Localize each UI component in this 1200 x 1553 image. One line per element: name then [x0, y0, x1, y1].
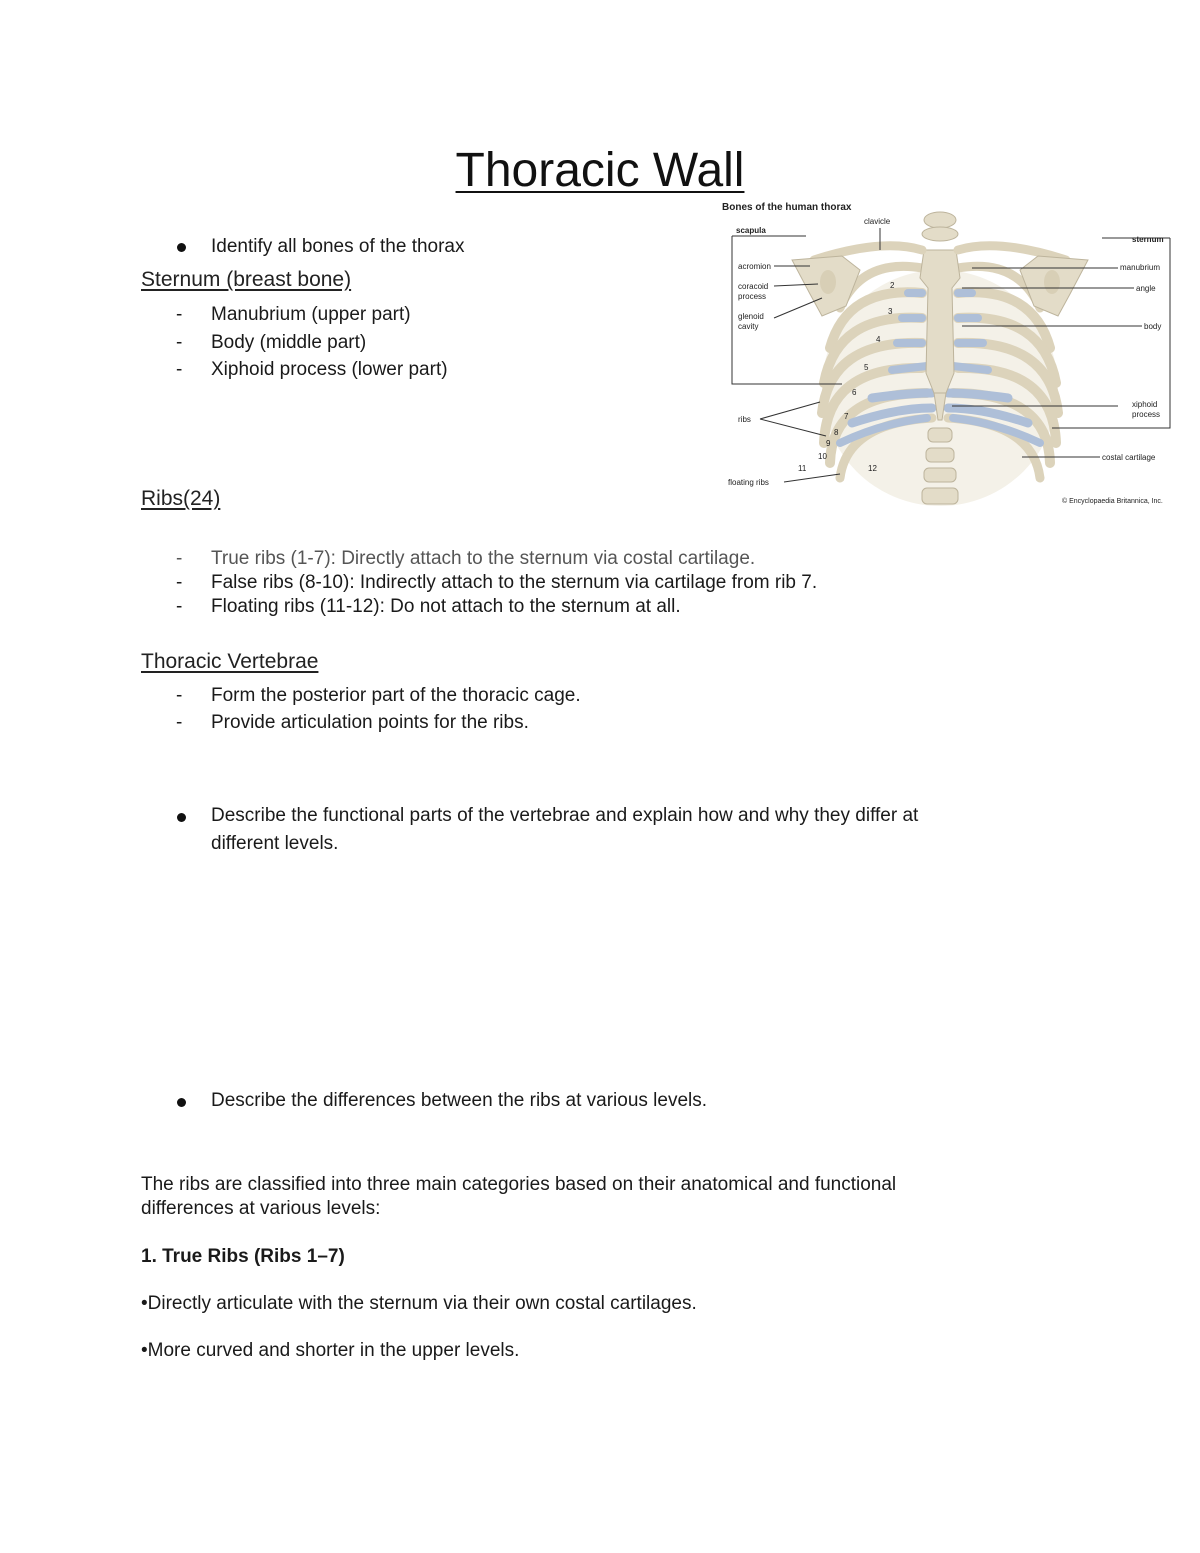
ribs-item: Floating ribs (11-12): Do not attach to the sternum at all. [211, 596, 681, 617]
label-glenoid-2: cavity [738, 322, 759, 331]
sternum-heading: Sternum (breast bone) [141, 268, 352, 291]
objective-2-cont: different levels. [211, 833, 339, 854]
vertebrae-item: Provide articulation points for the ribs. [211, 712, 529, 733]
dash-marker: - [176, 548, 183, 569]
label-acromion: acromion [738, 262, 771, 271]
ribs-item: False ribs (8-10): Indirectly attach to the sternum via cartilage from rib 7. [211, 572, 818, 593]
label-body: body [1144, 322, 1162, 331]
label-angle: angle [1136, 284, 1156, 293]
figure-title: Bones of the human thorax [722, 202, 852, 213]
label-manubrium: manubrium [1120, 263, 1161, 272]
glenoid-cavity-shape [820, 270, 836, 294]
rib-number: 7 [844, 412, 849, 421]
rib-number: 5 [864, 363, 869, 372]
label-coracoid: coracoid [738, 282, 769, 291]
rib-number: 3 [888, 307, 893, 316]
rib-number: 10 [818, 452, 827, 461]
label-coracoid-2: process [738, 292, 767, 301]
ribs-heading: Ribs(24) [141, 487, 221, 510]
rib-number: 6 [852, 388, 857, 397]
sternum-item: Body (middle part) [211, 332, 367, 353]
answer-intro: The ribs are classified into three main categories based on their anatomical and functional [141, 1174, 897, 1195]
bullet-icon [177, 1098, 186, 1107]
dash-marker: - [176, 304, 183, 325]
label-scapula: scapula [736, 226, 766, 235]
label-glenoid: glenoid [738, 312, 764, 321]
vertebrae-heading: Thoracic Vertebrae [141, 650, 319, 673]
ribs-item: True ribs (1-7): Directly attach to the sternum via costal cartilage. [211, 548, 756, 569]
label-sternum: sternum [1132, 235, 1164, 244]
page-title: Thoracic Wall [455, 144, 745, 197]
dash-marker: - [176, 572, 183, 593]
dash-marker: - [176, 712, 183, 733]
label-xiphoid-2: process [1132, 410, 1161, 419]
rib-number: 12 [868, 464, 877, 473]
answer-point: •Directly articulate with the sternum via their own costal cartilages. [141, 1293, 697, 1314]
label-ribs: ribs [738, 415, 751, 424]
vertebrae-item: Form the posterior part of the thoracic cage. [211, 685, 581, 706]
dash-marker: - [176, 596, 183, 617]
sternum-item: Manubrium (upper part) [211, 304, 411, 325]
rib-number: 11 [798, 464, 807, 473]
label-costal-cartilage: costal cartilage [1102, 453, 1156, 462]
thorax-diagram [722, 198, 1180, 516]
rib-number: 9 [826, 439, 831, 448]
bullet-icon [177, 243, 186, 252]
label-xiphoid: xiphoid [1132, 400, 1158, 409]
glenoid-cavity-shape [1044, 270, 1060, 294]
dash-marker: - [176, 332, 183, 353]
dash-marker: - [176, 359, 183, 380]
rib-number: 4 [876, 335, 881, 344]
rib-number: 2 [890, 281, 895, 290]
bullet-icon [177, 813, 186, 822]
answer-point: •More curved and shorter in the upper levels. [141, 1340, 520, 1361]
sternum-item: Xiphoid process (lower part) [211, 359, 448, 380]
answer-subheading: 1. True Ribs (Ribs 1–7) [141, 1246, 345, 1267]
rib-number: 8 [834, 428, 839, 437]
objective-1: Identify all bones of the thorax [211, 236, 465, 257]
label-clavicle: clavicle [864, 217, 891, 226]
figure-credit: © Encyclopaedia Britannica, Inc. [1062, 498, 1163, 505]
dash-marker: - [176, 685, 183, 706]
objective-3: Describe the differences between the ribs at various levels. [211, 1090, 708, 1111]
label-floating-ribs: floating ribs [728, 478, 769, 487]
objective-2: Describe the functional parts of the vertebrae and explain how and why they differ at [211, 805, 919, 826]
answer-intro-cont: differences at various levels: [141, 1198, 381, 1219]
